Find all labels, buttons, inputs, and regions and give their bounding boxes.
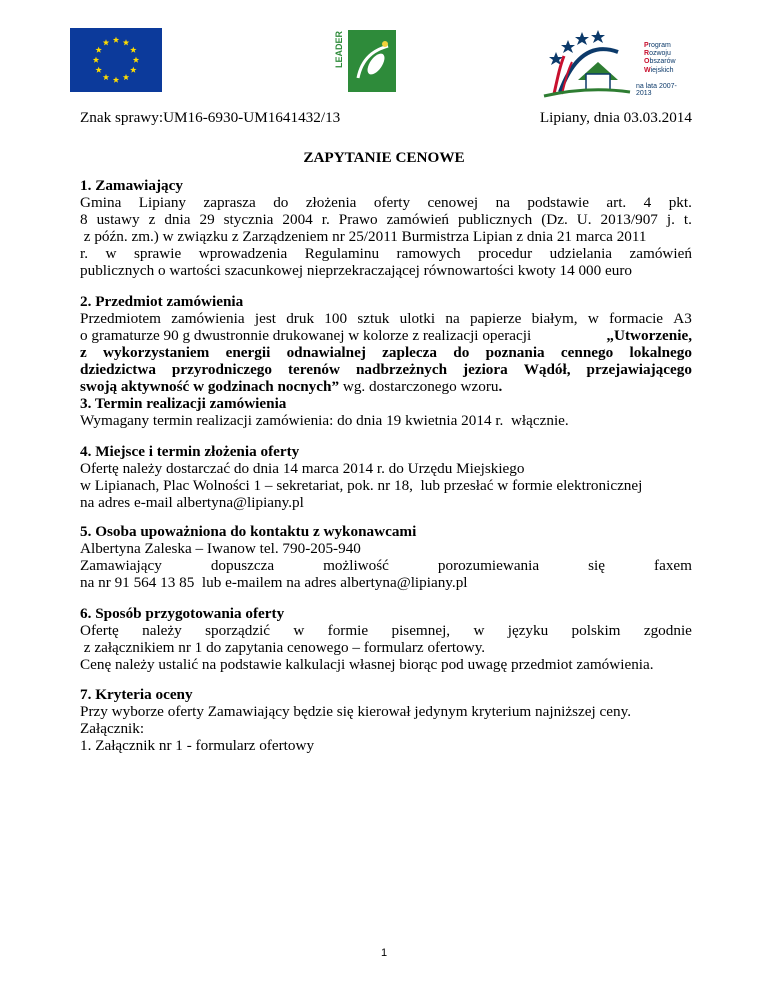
word: cennego <box>560 344 614 361</box>
word: Prawo <box>338 211 378 228</box>
word: jest <box>254 310 276 327</box>
word: porozumiewania <box>437 557 540 574</box>
section-6-line-2: z załącznikiem nr 1 do zapytania cenowego – formularz ofertowy. <box>80 639 486 656</box>
eu-star-icon <box>93 57 99 63</box>
section-2-heading: 2. Przedmiot zamówienia <box>80 293 244 310</box>
word: (Dz. <box>541 211 568 228</box>
word: na <box>445 310 460 327</box>
eu-star-icon <box>113 37 119 43</box>
word: białym, <box>531 310 578 327</box>
word: sporządzić <box>205 622 271 639</box>
section-2-operation-title-start: „Utworzenie, <box>606 327 692 344</box>
word: ramowych <box>396 245 461 262</box>
word: U. <box>576 211 592 228</box>
section-1-heading: 1. Zamawiający <box>80 177 183 194</box>
section-1-line-1 <box>80 194 692 211</box>
word: t. <box>683 211 692 228</box>
word: w <box>473 622 485 639</box>
word: z <box>148 211 156 228</box>
section-4-heading: 4. Miejsce i termin złożenia oferty <box>80 443 300 460</box>
word: 2004 <box>282 211 313 228</box>
word: 29 <box>199 211 215 228</box>
leader-logo <box>328 28 398 94</box>
section-2-line-5 <box>80 378 502 395</box>
word: r. <box>321 211 330 228</box>
word: procedur <box>478 245 533 262</box>
section-5-line-2 <box>80 557 692 574</box>
section-2-line-2-text: o gramaturze 90 g dwustronnie drukowanej w kolorze z realizacji operacji <box>80 327 536 344</box>
section-4-line-2: w Lipianach, Plac Wolności 1 – sekretariat, pok. nr 18, lub przesłać w formie elektronicznej <box>80 477 643 494</box>
section-4-line-1: Ofertę należy dostarczać do dnia 14 marca 2014 r. do Urzędu Miejskiego <box>80 460 525 477</box>
leader-logo-text: LEADER <box>334 30 344 68</box>
eu-star-icon <box>103 39 109 45</box>
word: pkt. <box>668 194 692 211</box>
word: zaprasza <box>203 194 256 211</box>
word: dnia <box>164 211 191 228</box>
word: podstawie <box>527 194 589 211</box>
word: zaplecza <box>382 344 437 361</box>
prow-line-obszarow: Obszarów <box>644 58 676 66</box>
section-7-line-1: Przy wyborze oferty Zamawiający będzie się kierował jedynym kryterium najniższej ceny. <box>80 703 632 720</box>
eu-star-icon <box>133 57 139 63</box>
eu-star-icon <box>95 67 101 73</box>
section-1-line-4 <box>80 245 692 262</box>
word: złożenia <box>305 194 357 211</box>
eu-star-icon <box>103 74 109 80</box>
word: przejawiającego <box>586 361 692 378</box>
section-5-line-3: na nr 91 564 13 85 lub e-mailem na adres albertyna@lipiany.pl <box>80 574 468 591</box>
prow-logo-text <box>644 42 676 75</box>
eu-star-icon <box>123 74 129 80</box>
section-7-attachment-label: Załącznik: <box>80 720 145 737</box>
prow-logo-years: na lata 2007-2013 <box>636 83 677 97</box>
word: zamówień <box>629 245 692 262</box>
word: Lipiany <box>138 194 187 211</box>
section-2-line-2 <box>80 327 692 344</box>
eu-star-icon <box>95 47 101 53</box>
word: w <box>105 245 117 262</box>
word: nadbrzeżnych <box>355 361 448 378</box>
word: cenowej <box>427 194 479 211</box>
word: r. <box>80 245 89 262</box>
section-3-heading: 3. Termin realizacji zamówienia <box>80 395 287 412</box>
word: ulotki <box>399 310 436 327</box>
section-3-line-1: Wymagany termin realizacji zamówienia: do dnia 19 kwietnia 2014 r. włącznie. <box>80 412 569 429</box>
section-2-line-4 <box>80 361 692 378</box>
word: energii <box>225 344 271 361</box>
word: na <box>495 194 510 211</box>
word: sprawie <box>134 245 182 262</box>
document-title: ZAPYTANIE CENOWE <box>303 149 465 166</box>
word: wykorzystaniem <box>103 344 210 361</box>
prow-emblem-icon <box>540 26 636 98</box>
word: do <box>453 344 470 361</box>
word: zamówienia <box>171 310 245 327</box>
word: faxem <box>654 557 692 574</box>
word: poznania <box>485 344 545 361</box>
word: zgodnie <box>643 622 692 639</box>
word: 8 <box>80 211 88 228</box>
word: oferty <box>373 194 411 211</box>
word: polskim <box>571 622 621 639</box>
section-1-line-5: publicznych o wartości szacunkowej nieprzekraczającej równowartości kwoty 14 000 euro <box>80 262 633 279</box>
word: art. <box>606 194 627 211</box>
word: należy <box>142 622 182 639</box>
section-4-line-3: na adres e-mail albertyna@lipiany.pl <box>80 494 304 511</box>
word: sztuk <box>357 310 390 327</box>
word: Gmina <box>80 194 122 211</box>
reference-number: Znak sprawy:UM16-6930-UM1641432/13 <box>80 109 341 126</box>
word: do <box>273 194 289 211</box>
page-number: 1 <box>380 947 388 959</box>
section-1-line-3: z późn. zm.) w związku z Zarządzeniem nr 25/2011 Burmistrza Lipian z dnia 21 marca 2011 <box>80 228 647 245</box>
word: jeziora <box>463 361 508 378</box>
section-2-line-1 <box>80 310 692 327</box>
word: lokalnego <box>629 344 692 361</box>
word: Przedmiotem <box>80 310 161 327</box>
word: udzielania <box>549 245 613 262</box>
section-1-line-2 <box>80 211 692 228</box>
word: wprowadzenia <box>198 245 288 262</box>
word: w <box>587 310 599 327</box>
document-date: Lipiany, dnia 03.03.2014 <box>539 109 692 126</box>
word: pisemnej, <box>391 622 451 639</box>
section-2-line-3 <box>80 344 692 361</box>
section-7-heading: 7. Kryteria oceny <box>80 686 193 703</box>
eu-star-icon <box>130 67 136 73</box>
prow-logo <box>540 26 690 98</box>
section-7-attachment-item: 1. Załącznik nr 1 - formularz ofertowy <box>80 737 315 754</box>
word: A3 <box>673 310 692 327</box>
word: stycznia <box>223 211 274 228</box>
section-2-template-note: wg. dostarczonego wzoru <box>339 378 499 395</box>
word: odnawialnej <box>286 344 366 361</box>
word: w <box>293 622 305 639</box>
section-6-line-1 <box>80 622 692 639</box>
word: j. <box>666 211 675 228</box>
prow-line-wiejskich: Wiejskich <box>644 66 674 74</box>
eu-stars-icon <box>70 28 162 92</box>
word: Wądół, <box>523 361 571 378</box>
section-2-operation-title-end: swoją aktywność w godzinach nocnych” <box>80 378 340 395</box>
word: z <box>80 344 87 361</box>
eu-star-icon <box>113 77 119 83</box>
prow-line-rozwoju: Rozwoju <box>644 50 671 58</box>
eu-star-icon <box>123 39 129 45</box>
word: 4 <box>643 194 652 211</box>
word: 2013/907 <box>600 211 658 228</box>
word: Zamawiający <box>80 557 162 574</box>
section-5-line-1: Albertyna Zaleska – Iwanow tel. 790-205-940 <box>80 540 361 557</box>
eu-star-icon <box>130 47 136 53</box>
word: publicznych <box>457 211 533 228</box>
word: dziedzictwa <box>80 361 156 378</box>
word: papierze <box>469 310 522 327</box>
word: Ofertę <box>80 622 119 639</box>
section-6-line-3: Cenę należy ustalić na podstawie kalkulacji własnej biorąc pod uwagę przedmiot zamówienia. <box>80 656 654 673</box>
word: ustawy <box>96 211 140 228</box>
prow-line-program: Program <box>644 42 671 49</box>
section-5-heading: 5. Osoba upoważniona do kontaktu z wykonawcami <box>80 523 417 540</box>
word: formacie <box>609 310 664 327</box>
word: przyrodniczego <box>171 361 272 378</box>
word: się <box>588 557 606 574</box>
word: Regulaminu <box>304 245 380 262</box>
word: możliwość <box>323 557 389 574</box>
eu-flag-logo <box>70 28 162 92</box>
section-2-period: . <box>498 378 503 395</box>
word: języku <box>507 622 549 639</box>
word: druk <box>286 310 315 327</box>
word: formie <box>327 622 369 639</box>
word: terenów <box>287 361 340 378</box>
word: dopuszcza <box>210 557 275 574</box>
word: zamówień <box>386 211 449 228</box>
section-6-heading: 6. Sposób przygotowania oferty <box>80 605 285 622</box>
word: 100 <box>324 310 348 327</box>
